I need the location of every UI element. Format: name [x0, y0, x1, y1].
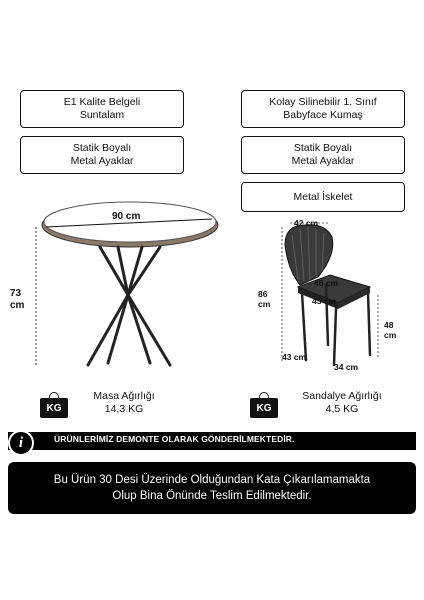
chair-weight — [282, 390, 402, 416]
table-height-unit: cm — [10, 300, 25, 311]
kg-label-table: KG — [46, 402, 62, 414]
info-icon: i — [8, 430, 34, 456]
chair-total-height-unit: cm — [258, 299, 271, 309]
chair-seat-width-label: 45 cm — [312, 296, 337, 306]
table-width-label: 90 cm — [112, 211, 141, 222]
table-height-value: 73 — [10, 288, 22, 299]
feature-box-fabric: Kolay Silinebilir 1. Sınıf Babyface Kumaş — [241, 90, 405, 128]
feature-box-frame: Metal İskelet — [241, 182, 405, 212]
table-weight-value: 14,3 KG — [104, 403, 144, 415]
chair-seat-height-value: 48 — [384, 320, 394, 330]
table-weight — [74, 390, 174, 416]
kg-label-chair: KG — [256, 402, 272, 414]
kg-weight-icon-table — [40, 398, 68, 418]
chair-seat-depth-label: 46 cm — [314, 278, 339, 288]
chair-total-height-value: 86 — [258, 289, 268, 299]
feature-box-legs-chair: Statik Boyalı Metal Ayaklar — [241, 136, 405, 174]
feature-box-legs-table: Statik Boyalı Metal Ayaklar — [20, 136, 184, 174]
kg-weight-icon-chair — [250, 398, 278, 418]
chair-leg-width-label: 34 cm — [334, 362, 359, 372]
feature-box-e1: E1 Kalite Belgeli Suntalam — [20, 90, 184, 128]
chair-leg-depth-label: 43 cm — [282, 352, 307, 362]
chair-seat-height-unit: cm — [384, 330, 397, 340]
chair-weight-value: 4,5 KG — [325, 403, 359, 415]
table-weight-label: Masa Ağırlığı — [93, 390, 155, 402]
delivery-info: Bu Ürün 30 Desi Üzerinde Olduğundan Kata Çıkarılamamakta Olup Bina Önünde Teslim Edilmektedir. — [8, 462, 416, 514]
chair-back-width-label: 42 cm — [294, 218, 319, 228]
chair-illustration — [270, 215, 390, 375]
table-illustration — [0, 195, 230, 380]
notice-text: ÜRÜNLERİMİZ DEMONTE OLARAK GÖNDERİLMEKTEDİR. — [54, 434, 295, 444]
chair-weight-label: Sandalye Ağırlığı — [302, 390, 382, 402]
